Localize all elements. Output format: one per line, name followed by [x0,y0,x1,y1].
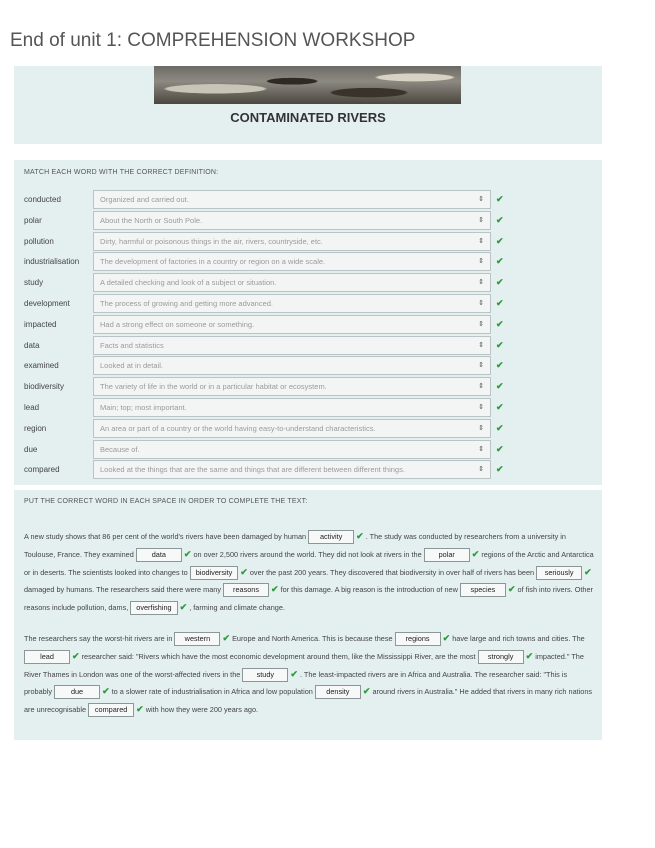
check-icon: ✔ [356,531,364,541]
check-icon: ✔ [496,277,504,288]
match-word: region [24,423,47,433]
definition-select[interactable] [93,294,491,313]
select-arrows-icon: ⇕ [478,341,484,349]
definition-text: Looked at in detail. [100,361,163,371]
definition-text: About the North or South Pole. [100,215,203,225]
definition-select[interactable] [93,440,491,459]
match-word: impacted [24,319,57,329]
check-icon: ✔ [290,668,298,679]
answer-field[interactable]: data [136,548,182,562]
definition-text: Looked at the things that are the same and things that are different between different things. [100,465,405,475]
check-icon: ✔ [496,214,504,225]
definition-text: Organized and carried out. [100,195,189,204]
check-icon: ✔ [136,704,144,715]
matching-exercise [14,160,602,485]
check-icon: ✔ [179,602,188,613]
match-row [24,211,599,231]
text: . The study was conducted by researchers from a university in Toulouse, France. They examined [24,532,566,559]
definition-text: Main; top; most important. [100,403,187,412]
match-word: compared [24,465,60,475]
select-arrows-icon: ⇕ [478,216,484,224]
definition-text: The process of growing and getting more advanced. [100,299,274,308]
text: with how they were 200 years ago. [145,705,259,715]
text: around rivers in Australia." He added that rivers in many rich nations are unrecognisable [24,687,593,715]
definition-select[interactable] [93,336,491,355]
check-icon: ✔ [362,686,371,697]
select-arrows-icon: ⇕ [478,424,484,432]
answer-field[interactable]: compared [88,703,134,717]
text: of fish into rivers. Other reasons include pollution, dams, [24,585,593,613]
text: damaged by humans. The researchers said there were many [24,585,221,595]
answer-field[interactable]: seriously [536,566,582,580]
definition-select[interactable] [93,419,491,438]
select-arrows-icon: ⇕ [478,237,484,245]
definition-text: Facts and statistics [100,340,164,350]
select-arrows-icon: ⇕ [478,383,484,391]
hero-caption: CONTAMINATED RIVERS [230,110,386,125]
match-row [24,294,599,314]
text: on over 2,500 rivers around the world. They did not look at rivers in the [193,549,422,559]
answer-field[interactable]: reasons [223,583,269,597]
page-title: End of unit 1: COMPREHENSION WORKSHOP [10,30,416,51]
match-row [24,419,599,439]
text: have large and rich towns and cities. The [452,634,585,643]
match-row [24,315,599,335]
check-icon: ✔ [102,686,110,697]
answer-field[interactable]: regions [395,632,441,646]
match-word: data [24,340,40,350]
text: for this damage. A big reason is the introduction of new [280,585,458,595]
text: , farming and climate change. [189,603,285,613]
check-icon: ✔ [496,339,504,350]
match-word: due [24,444,38,454]
check-icon: ✔ [496,298,504,308]
check-icon: ✔ [183,548,192,559]
check-icon: ✔ [271,584,279,595]
match-word: polar [24,215,42,225]
match-word: biodiversity [24,382,65,392]
paragraph-2 [24,630,594,719]
answer-field[interactable]: density [315,685,361,699]
match-row [24,460,599,480]
match-word: conducted [24,195,61,204]
hero-section [14,66,602,144]
text: impacted." The River Thames in London was one of the worst-affected rivers in the [24,651,584,679]
select-arrows-icon: ⇕ [478,300,484,307]
match-word: industrialisation [24,257,80,267]
check-icon: ✔ [496,422,504,433]
definition-text: Because of. [100,444,140,454]
select-arrows-icon: ⇕ [478,258,484,266]
definition-select[interactable] [93,232,491,251]
definition-select[interactable] [93,398,491,417]
match-row [24,273,599,293]
text: A new study shows that 86 per cent of the world's rivers have been damaged by human [24,532,307,541]
definition-select[interactable] [93,211,491,230]
match-row [24,252,599,272]
answer-field[interactable]: strongly [478,650,524,664]
river-photo [154,66,461,104]
definition-select[interactable] [93,273,491,292]
check-icon: ✔ [496,381,504,392]
match-word: lead [24,403,40,412]
text: The researchers say the worst-hit rivers are in [24,634,173,643]
match-row [24,190,599,210]
gap-fill-heading: PUT THE CORRECT WORD IN EACH SPACE IN ORDER TO COMPLETE THE TEXT: [24,498,308,505]
check-icon: ✔ [240,566,248,577]
answer-field[interactable]: species [460,583,506,597]
answer-field[interactable]: due [54,685,100,699]
match-row [24,440,599,460]
text: . The least-impacted rivers are in Africa and Australia. The researcher said: "This is probably [24,669,568,697]
match-row [24,356,599,376]
paragraph-1 [24,528,594,617]
check-icon: ✔ [507,584,516,595]
definition-text: Had a strong effect on someone or something. [100,319,255,329]
match-word: study [24,278,44,288]
definition-select[interactable] [93,356,491,375]
select-arrows-icon: ⇕ [478,445,484,453]
text: regions of the Arctic and Antarctica or in deserts. The scientists looked into changes to [24,549,594,577]
match-row [24,377,599,397]
answer-field[interactable]: western [174,632,220,646]
answer-field[interactable]: biodiversity [190,566,239,580]
select-arrows-icon: ⇕ [478,320,484,328]
text: to a slower rate of industrialisation in Africa and low population [111,687,313,697]
select-arrows-icon: ⇕ [478,362,484,370]
answer-field[interactable]: study [242,668,288,682]
match-row [24,398,599,418]
check-icon: ✔ [471,548,480,559]
definition-text: The variety of life in the world or in a particular habitat or ecosystem. [100,382,327,392]
definition-select[interactable] [93,190,491,209]
select-arrows-icon: ⇕ [478,279,484,287]
match-word: development [24,299,70,308]
text: researcher said: "Rivers which have the most economic development around them, like the Mississippi River, are the most [81,651,476,661]
check-icon: ✔ [496,402,504,412]
definition-text: Dirty, harmful or poisonous things in the air, rivers, countryside, etc. [100,236,323,246]
answer-field[interactable]: lead [24,650,70,664]
definition-text: The development of factories in a country or region on a wide scale. [100,257,326,267]
check-icon: ✔ [496,256,504,267]
check-icon: ✔ [222,633,231,643]
definition-select[interactable] [93,252,491,271]
match-row [24,232,599,252]
check-icon: ✔ [496,443,504,454]
match-row [24,336,599,356]
check-icon: ✔ [442,633,451,643]
check-icon: ✔ [584,566,592,577]
definition-select[interactable] [93,315,491,334]
definition-select[interactable] [93,460,491,479]
check-icon: ✔ [496,194,504,204]
answer-field[interactable]: overfishing [130,601,177,615]
match-word: examined [24,361,59,371]
definition-select[interactable] [93,377,491,396]
select-arrows-icon: ⇕ [478,196,484,203]
gap-fill-exercise [14,490,602,740]
definition-text: An area or part of a country or the world having easy-to-understand characteristics. [100,423,376,433]
select-arrows-icon: ⇕ [478,404,484,411]
match-word: pollution [24,236,54,246]
definition-text: A detailed checking and look of a subject or situation. [100,278,277,288]
check-icon: ✔ [496,464,504,475]
text: over the past 200 years. They discovered that biodiversity in over half of rivers has been [249,567,535,577]
matching-heading: MATCH EACH WORD WITH THE CORRECT DEFINITION: [24,169,219,176]
check-icon: ✔ [496,235,504,246]
check-icon: ✔ [496,360,504,371]
text: Europe and North America. This is because these [232,634,393,643]
answer-field[interactable]: activity [308,530,354,544]
check-icon: ✔ [525,650,534,661]
check-icon: ✔ [496,318,504,329]
answer-field[interactable]: polar [424,548,470,562]
check-icon: ✔ [72,650,80,661]
select-arrows-icon: ⇕ [478,466,484,474]
